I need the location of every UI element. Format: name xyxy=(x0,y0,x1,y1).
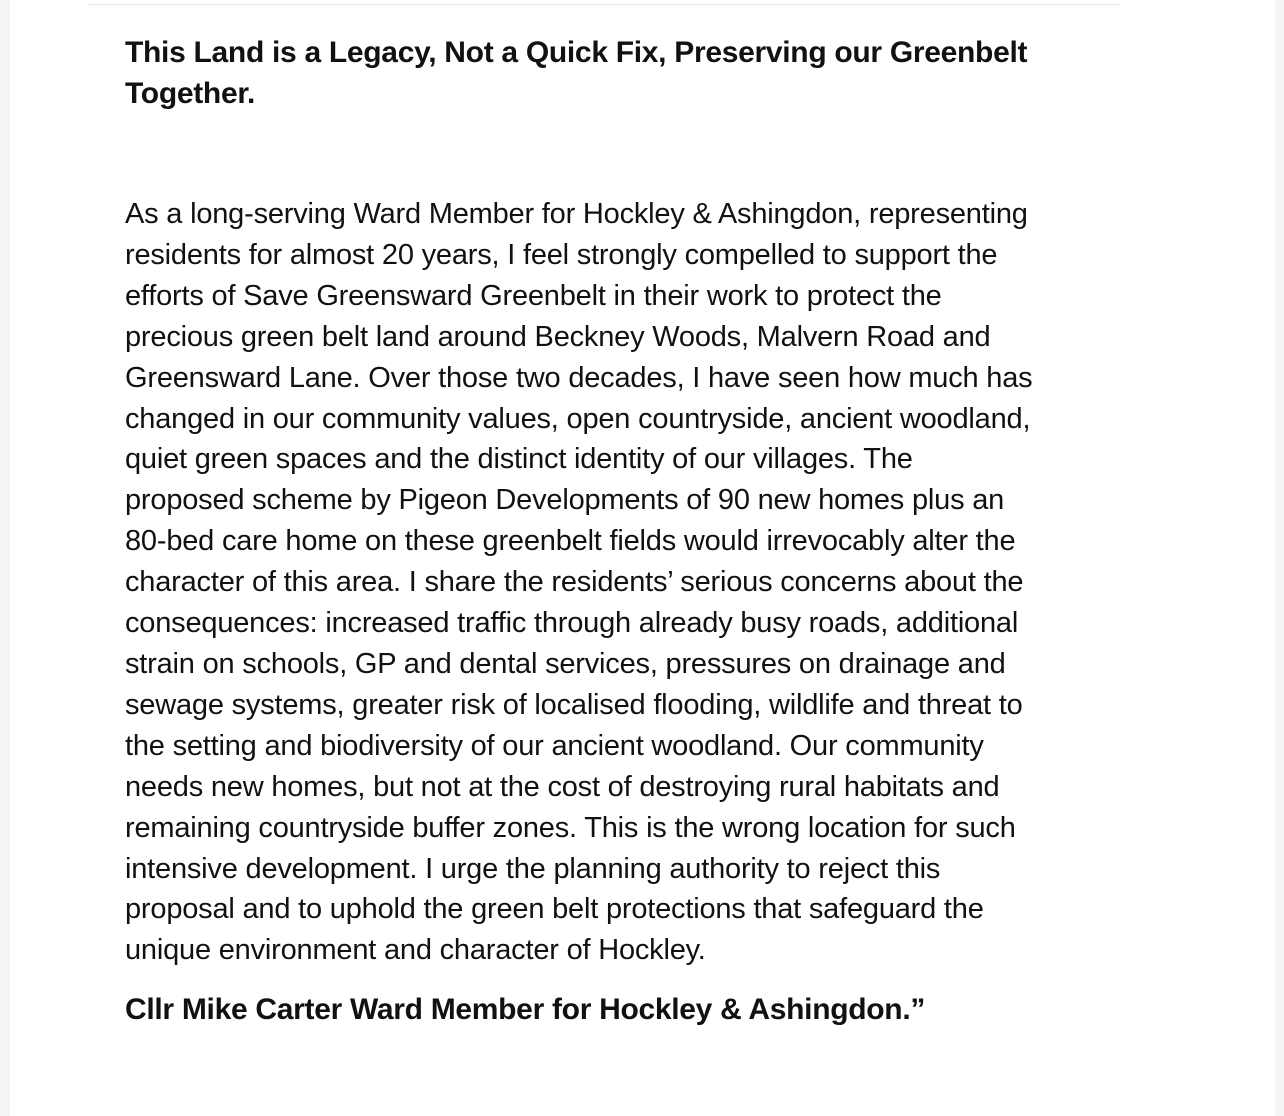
body-line: character of this area. I share the residents’ serious concerns about the xyxy=(125,566,1024,599)
body-line: intensive development. I urge the planning authority to reject this xyxy=(125,852,941,885)
body-line: 80-bed care home on these greenbelt fields would irrevocably alter the xyxy=(125,525,1016,558)
body-line: the setting and biodiversity of our ancient woodland. Our community xyxy=(125,729,984,762)
body-line: As a long-serving Ward Member for Hockley & Ashingdon, representing xyxy=(125,198,1028,230)
document-heading xyxy=(125,32,1027,114)
body-line: consequences: increased traffic through already busy roads, additional xyxy=(125,607,1019,640)
body-line: quiet green spaces and the distinct identity of our villages. The xyxy=(125,443,913,476)
statement-body xyxy=(125,194,1032,971)
body-line: proposed scheme by Pigeon Developments of 90 new homes plus an xyxy=(125,484,1005,517)
document-page xyxy=(10,0,1275,1116)
body-line: precious green belt land around Beckney Woods, Malvern Road and xyxy=(125,320,991,353)
body-line: changed in our community values, open countryside, ancient woodland, xyxy=(125,402,1031,435)
body-line: remaining countryside buffer zones. This is the wrong location for such xyxy=(125,811,1016,844)
heading-line: This Land is a Legacy, Not a Quick Fix, Preserving our Greenbelt xyxy=(125,36,1028,69)
body-line: needs new homes, but not at the cost of destroying rural habitats and xyxy=(125,770,1000,803)
body-line: proposal and to uphold the green belt protections that safeguard the xyxy=(125,893,984,926)
top-divider xyxy=(88,4,1120,5)
body-line: sewage systems, greater risk of localised flooding, wildlife and threat to xyxy=(125,688,1023,721)
body-line: unique environment and character of Hockley. xyxy=(125,934,706,967)
body-line: efforts of Save Greensward Greenbelt in their work to protect the xyxy=(125,279,942,312)
body-line: Greensward Lane. Over those two decades, I have seen how much has xyxy=(125,361,1033,394)
heading-line: Together. xyxy=(125,77,256,110)
body-line: residents for almost 20 years, I feel strongly compelled to support the xyxy=(125,238,998,271)
signature: Cllr Mike Carter Ward Member for Hockley & Ashingdon.” xyxy=(125,993,926,1026)
body-line: strain on schools, GP and dental services, pressures on drainage and xyxy=(125,647,1006,680)
